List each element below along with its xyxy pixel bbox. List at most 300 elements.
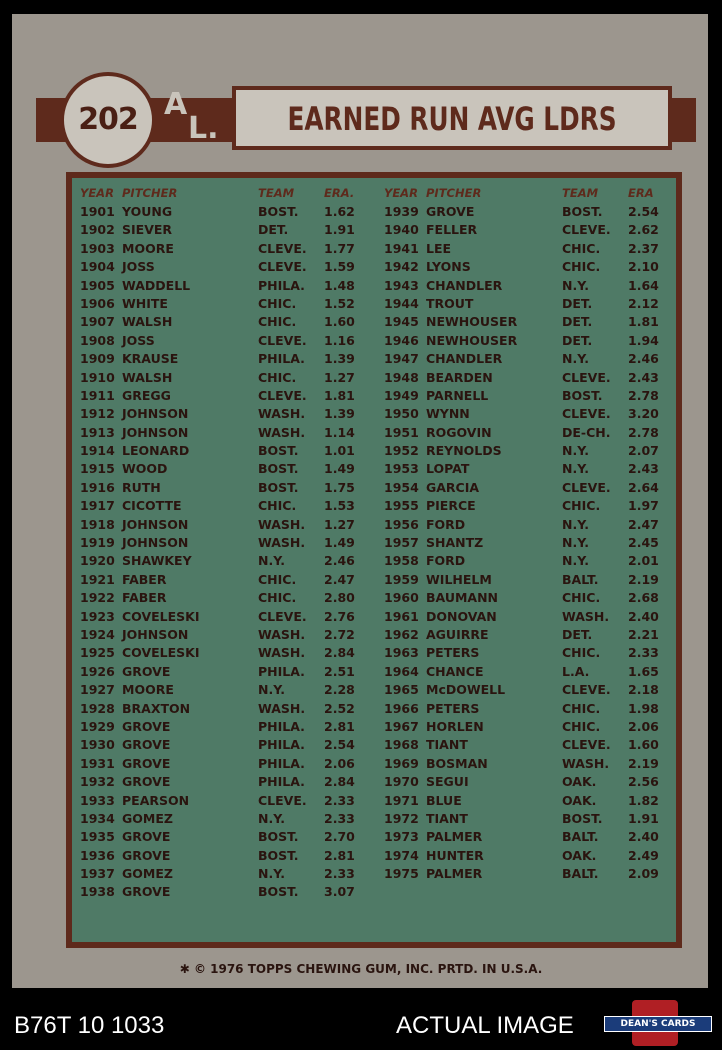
year-cell: 1917 xyxy=(80,498,115,514)
era-cell: 2.10 xyxy=(628,259,659,275)
team-cell: WASH. xyxy=(258,645,306,661)
team-cell: BOST. xyxy=(562,387,603,403)
team-cell: CHIC. xyxy=(562,259,601,275)
era-cell: 2.72 xyxy=(324,626,355,642)
pitcher-cell: JOHNSON xyxy=(122,406,189,422)
era-cell: 2.68 xyxy=(628,590,659,606)
year-cell: 1944 xyxy=(384,295,419,311)
pitcher-cell: McDOWELL xyxy=(426,682,506,698)
pitcher-cell: PETERS xyxy=(426,645,480,661)
pitcher-cell: CHANCE xyxy=(426,663,484,679)
league-letter-a: A xyxy=(164,87,188,122)
pitcher-cell: GREGG xyxy=(122,387,171,403)
year-cell: 1934 xyxy=(80,810,115,826)
year-cell: 1936 xyxy=(80,847,115,863)
era-cell: 3.07 xyxy=(324,884,355,900)
era-cell: 1.97 xyxy=(628,498,659,514)
era-cell: 2.37 xyxy=(628,240,659,256)
pitcher-cell: CHANDLER xyxy=(426,277,503,293)
pitcher-cell: JOHNSON xyxy=(122,424,189,440)
pitcher-cell: JOHNSON xyxy=(122,626,189,642)
pitcher-cell: MOORE xyxy=(122,682,174,698)
year-cell: 1973 xyxy=(384,829,419,845)
era-cell: 2.84 xyxy=(324,774,355,790)
era-cell: 1.27 xyxy=(324,369,355,385)
era-cell: 2.80 xyxy=(324,590,355,606)
team-cell: WASH. xyxy=(562,608,610,624)
era-cell: 2.06 xyxy=(324,755,355,771)
pitcher-cell: WADDELL xyxy=(122,277,191,293)
year-cell: 1946 xyxy=(384,332,419,348)
team-cell: CLEVE. xyxy=(562,682,611,698)
image-label: ACTUAL IMAGE xyxy=(396,1012,574,1039)
pitcher-cell: PALMER xyxy=(426,829,483,845)
team-cell: CLEVE. xyxy=(562,479,611,495)
era-cell: 2.54 xyxy=(324,737,355,753)
card-number: 202 xyxy=(78,102,138,137)
era-cell: 2.49 xyxy=(628,847,659,863)
year-cell: 1935 xyxy=(80,829,115,845)
copyright-footer: ✱ © 1976 TOPPS CHEWING GUM, INC. PRTD. IN U.S.A. xyxy=(179,962,543,976)
era-cell: 2.70 xyxy=(324,829,355,845)
pitcher-cell: TROUT xyxy=(426,295,474,311)
team-cell: N.Y. xyxy=(562,351,589,367)
team-cell: PHILA. xyxy=(258,718,305,734)
era-cell: 2.43 xyxy=(628,461,659,477)
era-cell: 2.46 xyxy=(324,553,355,569)
year-cell: 1943 xyxy=(384,277,419,293)
era-cell: 1.75 xyxy=(324,479,355,495)
team-cell: CHIC. xyxy=(562,590,601,606)
year-cell: 1958 xyxy=(384,553,419,569)
pitcher-cell: GROVE xyxy=(122,829,171,845)
pitcher-cell: WYNN xyxy=(426,406,470,422)
era-cell: 1.14 xyxy=(324,424,355,440)
year-cell: 1950 xyxy=(384,406,419,422)
year-cell: 1915 xyxy=(80,461,115,477)
year-cell: 1961 xyxy=(384,608,419,624)
pitcher-cell: BAUMANN xyxy=(426,590,499,606)
pitcher-cell: SHAWKEY xyxy=(122,553,192,569)
pitcher-cell: GOMEZ xyxy=(122,866,173,882)
era-cell: 1.94 xyxy=(628,332,659,348)
pitcher-cell: GROVE xyxy=(122,884,171,900)
team-cell: BOST. xyxy=(258,829,299,845)
header-team: TEAM xyxy=(562,186,599,200)
pitcher-cell: GROVE xyxy=(122,847,171,863)
pitcher-cell: AGUIRRE xyxy=(426,626,489,642)
team-cell: CLEVE. xyxy=(562,737,611,753)
era-cell: 2.62 xyxy=(628,222,659,238)
year-cell: 1912 xyxy=(80,406,115,422)
era-cell: 1.49 xyxy=(324,461,355,477)
era-cell: 2.64 xyxy=(628,479,659,495)
pitcher-cell: PALMER xyxy=(426,866,483,882)
era-cell: 1.01 xyxy=(324,443,355,459)
team-cell: CLEVE. xyxy=(258,332,307,348)
era-cell: 2.54 xyxy=(628,204,659,219)
era-cell: 2.06 xyxy=(628,718,659,734)
era-cell: 2.40 xyxy=(628,608,659,624)
pitcher-cell: SIEVER xyxy=(122,222,173,238)
pitcher-cell: FABER xyxy=(122,571,167,587)
pitcher-cell: PETERS xyxy=(426,700,480,716)
team-cell: CHIC. xyxy=(258,295,297,311)
pitcher-cell: MOORE xyxy=(122,240,174,256)
pitcher-cell: WOOD xyxy=(122,461,168,477)
year-cell: 1941 xyxy=(384,240,419,256)
year-cell: 1955 xyxy=(384,498,419,514)
year-cell: 1919 xyxy=(80,535,115,551)
era-cell: 2.33 xyxy=(324,792,355,808)
year-cell: 1963 xyxy=(384,645,419,661)
team-cell: DET. xyxy=(562,314,593,330)
team-cell: OAK. xyxy=(562,847,597,863)
league-label xyxy=(158,88,234,150)
era-cell: 3.20 xyxy=(628,406,659,422)
year-cell: 1967 xyxy=(384,718,419,734)
era-cell: 1.52 xyxy=(324,295,355,311)
team-cell: WASH. xyxy=(258,626,306,642)
era-cell: 1.81 xyxy=(628,314,659,330)
team-cell: CLEVE. xyxy=(562,222,611,238)
year-cell: 1916 xyxy=(80,479,115,495)
year-cell: 1924 xyxy=(80,626,115,642)
pitcher-cell: LEE xyxy=(426,240,452,256)
era-cell: 1.91 xyxy=(324,222,355,238)
pitcher-cell: BEARDEN xyxy=(426,369,493,385)
pitcher-cell: JOHNSON xyxy=(122,516,189,532)
team-cell: CLEVE. xyxy=(562,369,611,385)
team-cell: WASH. xyxy=(562,755,610,771)
league-letter-l: L. xyxy=(188,111,219,146)
pitcher-cell: GROVE xyxy=(426,204,475,219)
era-cell: 2.78 xyxy=(628,387,659,403)
team-cell: CHIC. xyxy=(258,590,297,606)
year-cell: 1929 xyxy=(80,718,115,734)
team-cell: DET. xyxy=(562,626,593,642)
pitcher-cell: JOSS xyxy=(122,332,155,348)
pitcher-cell: WILHELM xyxy=(426,571,492,587)
team-cell: DET. xyxy=(562,295,593,311)
era-cell: 1.62 xyxy=(324,204,355,219)
team-cell: BOST. xyxy=(562,810,603,826)
team-cell: WASH. xyxy=(258,424,306,440)
era-cell: 2.09 xyxy=(628,866,659,882)
era-cell: 2.12 xyxy=(628,295,659,311)
era-cell: 1.60 xyxy=(324,314,355,330)
pitcher-cell: GOMEZ xyxy=(122,810,173,826)
era-cell: 1.39 xyxy=(324,406,355,422)
team-cell: CHIC. xyxy=(258,369,297,385)
era-cell: 2.46 xyxy=(628,351,659,367)
era-cell: 2.76 xyxy=(324,608,355,624)
team-cell: L.A. xyxy=(562,663,590,679)
era-cell: 1.60 xyxy=(628,737,659,753)
year-cell: 1949 xyxy=(384,387,419,403)
pitcher-cell: NEWHOUSER xyxy=(426,332,518,348)
year-cell: 1906 xyxy=(80,295,115,311)
pitcher-cell: BOSMAN xyxy=(426,755,488,771)
pitcher-cell: YOUNG xyxy=(122,204,173,219)
year-cell: 1914 xyxy=(80,443,115,459)
team-cell: DET. xyxy=(562,332,593,348)
pitcher-cell: CHANDLER xyxy=(426,351,503,367)
header-year: YEAR xyxy=(80,186,114,200)
pitcher-cell: KRAUSE xyxy=(122,351,179,367)
year-cell: 1974 xyxy=(384,847,419,863)
team-cell: BOST. xyxy=(258,461,299,477)
era-cell: 1.59 xyxy=(324,259,355,275)
pitcher-cell: TIANT xyxy=(426,810,468,826)
year-cell: 1921 xyxy=(80,571,115,587)
year-cell: 1942 xyxy=(384,259,419,275)
pitcher-cell: PEARSON xyxy=(122,792,190,808)
year-cell: 1962 xyxy=(384,626,419,642)
logo-text: DEAN'S CARDS xyxy=(604,1016,712,1032)
team-cell: N.Y. xyxy=(258,682,285,698)
year-cell: 1926 xyxy=(80,663,115,679)
year-cell: 1932 xyxy=(80,774,115,790)
pitcher-cell: COVELESKI xyxy=(122,608,200,624)
pitcher-cell: SHANTZ xyxy=(426,535,484,551)
pitcher-cell: CICOTTE xyxy=(122,498,182,514)
pitcher-cell: LEONARD xyxy=(122,443,190,459)
team-cell: CLEVE. xyxy=(258,240,307,256)
era-cell: 2.84 xyxy=(324,645,355,661)
header-pitcher: PITCHER xyxy=(122,186,178,200)
pitcher-cell: FABER xyxy=(122,590,167,606)
era-cell: 2.47 xyxy=(628,516,659,532)
year-cell: 1956 xyxy=(384,516,419,532)
team-cell: CLEVE. xyxy=(562,406,611,422)
team-cell: DET. xyxy=(258,222,289,238)
year-cell: 1953 xyxy=(384,461,419,477)
team-cell: PHILA. xyxy=(258,755,305,771)
team-cell: N.Y. xyxy=(562,516,589,532)
team-cell: WASH. xyxy=(258,535,306,551)
header-year: YEAR xyxy=(384,186,418,200)
year-cell: 1947 xyxy=(384,351,419,367)
year-cell: 1952 xyxy=(384,443,419,459)
year-cell: 1939 xyxy=(384,204,419,219)
year-cell: 1945 xyxy=(384,314,419,330)
year-cell: 1908 xyxy=(80,332,115,348)
team-cell: CHIC. xyxy=(562,240,601,256)
era-cell: 2.81 xyxy=(324,847,355,863)
team-cell: BALT. xyxy=(562,571,599,587)
pitcher-cell: GROVE xyxy=(122,737,171,753)
year-cell: 1970 xyxy=(384,774,419,790)
year-cell: 1901 xyxy=(80,204,115,219)
team-cell: BOST. xyxy=(258,204,299,219)
team-cell: BOST. xyxy=(258,847,299,863)
pitcher-cell: FELLER xyxy=(426,222,478,238)
pitcher-cell: RUTH xyxy=(122,479,161,495)
header-team: TEAM xyxy=(258,186,295,200)
era-cell: 1.65 xyxy=(628,663,659,679)
era-cell: 1.98 xyxy=(628,700,659,716)
year-cell: 1931 xyxy=(80,755,115,771)
year-cell: 1907 xyxy=(80,314,115,330)
team-cell: CHIC. xyxy=(562,700,601,716)
era-cell: 2.33 xyxy=(324,810,355,826)
year-cell: 1903 xyxy=(80,240,115,256)
year-cell: 1971 xyxy=(384,792,419,808)
era-cell: 1.53 xyxy=(324,498,355,514)
pitcher-cell: REYNOLDS xyxy=(426,443,502,459)
team-cell: CLEVE. xyxy=(258,259,307,275)
team-cell: WASH. xyxy=(258,516,306,532)
pitcher-cell: JOHNSON xyxy=(122,535,189,551)
pitcher-cell: WALSH xyxy=(122,369,173,385)
year-cell: 1959 xyxy=(384,571,419,587)
pitcher-cell: GROVE xyxy=(122,774,171,790)
era-cell: 2.45 xyxy=(628,535,659,551)
year-cell: 1969 xyxy=(384,755,419,771)
era-cell: 2.52 xyxy=(324,700,355,716)
card-title: EARNED RUN AVG LDRS xyxy=(287,100,617,138)
scan-label: B76T 10 1033 xyxy=(14,1012,165,1039)
baseball-icon xyxy=(60,72,156,168)
team-cell: BOST. xyxy=(258,443,299,459)
team-cell: N.Y. xyxy=(258,553,285,569)
era-cell: 1.77 xyxy=(324,240,355,256)
pitcher-cell: LYONS xyxy=(426,259,471,275)
year-cell: 1910 xyxy=(80,369,115,385)
pitcher-cell: LOPAT xyxy=(426,461,470,477)
pitcher-cell: GARCIA xyxy=(426,479,480,495)
team-cell: OAK. xyxy=(562,792,597,808)
team-cell: BOST. xyxy=(258,479,299,495)
pitcher-cell: COVELESKI xyxy=(122,645,200,661)
year-cell: 1933 xyxy=(80,792,115,808)
era-cell: 2.33 xyxy=(324,866,355,882)
year-cell: 1911 xyxy=(80,387,115,403)
year-cell: 1928 xyxy=(80,700,115,716)
header-pitcher: PITCHER xyxy=(426,186,482,200)
era-cell: 2.51 xyxy=(324,663,355,679)
pitcher-cell: GROVE xyxy=(122,755,171,771)
year-cell: 1909 xyxy=(80,351,115,367)
year-cell: 1904 xyxy=(80,259,115,275)
pitcher-cell: BLUE xyxy=(426,792,462,808)
pitcher-cell: WALSH xyxy=(122,314,173,330)
era-cell: 2.40 xyxy=(628,829,659,845)
pitcher-cell: DONOVAN xyxy=(426,608,497,624)
year-cell: 1940 xyxy=(384,222,419,238)
year-cell: 1902 xyxy=(80,222,115,238)
team-cell: BALT. xyxy=(562,829,599,845)
era-cell: 1.91 xyxy=(628,810,659,826)
pitcher-cell: HORLEN xyxy=(426,718,484,734)
team-cell: CHIC. xyxy=(258,314,297,330)
year-cell: 1925 xyxy=(80,645,115,661)
era-cell: 1.81 xyxy=(324,387,355,403)
pitcher-cell: FORD xyxy=(426,516,466,532)
era-cell: 2.43 xyxy=(628,369,659,385)
team-cell: WASH. xyxy=(258,406,306,422)
year-cell: 1920 xyxy=(80,553,115,569)
pitcher-cell: PARNELL xyxy=(426,387,489,403)
year-cell: 1965 xyxy=(384,682,419,698)
team-cell: DE-CH. xyxy=(562,424,611,440)
team-cell: CLEVE. xyxy=(258,608,307,624)
team-cell: OAK. xyxy=(562,774,597,790)
era-cell: 2.78 xyxy=(628,424,659,440)
team-cell: PHILA. xyxy=(258,774,305,790)
pitcher-cell: HUNTER xyxy=(426,847,484,863)
year-cell: 1957 xyxy=(384,535,419,551)
team-cell: CHIC. xyxy=(562,718,601,734)
pitcher-cell: GROVE xyxy=(122,663,171,679)
year-cell: 1960 xyxy=(384,590,419,606)
year-cell: 1968 xyxy=(384,737,419,753)
era-cell: 1.49 xyxy=(324,535,355,551)
header-era: ERA. xyxy=(324,186,355,200)
team-cell: CHIC. xyxy=(562,645,601,661)
era-cell: 2.01 xyxy=(628,553,659,569)
year-cell: 1948 xyxy=(384,369,419,385)
year-cell: 1923 xyxy=(80,608,115,624)
era-cell: 1.16 xyxy=(324,332,355,348)
pitcher-cell: WHITE xyxy=(122,295,168,311)
team-cell: PHILA. xyxy=(258,663,305,679)
team-cell: N.Y. xyxy=(258,866,285,882)
pitcher-cell: PIERCE xyxy=(426,498,476,514)
title-box xyxy=(232,86,672,150)
era-cell: 2.19 xyxy=(628,571,659,587)
team-cell: CHIC. xyxy=(562,498,601,514)
era-cell: 2.19 xyxy=(628,755,659,771)
team-cell: CLEVE. xyxy=(258,792,307,808)
pitcher-cell: SEGUI xyxy=(426,774,469,790)
era-cell: 1.39 xyxy=(324,351,355,367)
team-cell: N.Y. xyxy=(562,443,589,459)
era-cell: 2.33 xyxy=(628,645,659,661)
team-cell: WASH. xyxy=(258,700,306,716)
era-cell: 2.81 xyxy=(324,718,355,734)
year-cell: 1927 xyxy=(80,682,115,698)
deans-cards-logo xyxy=(604,1000,712,1046)
team-cell: CHIC. xyxy=(258,571,297,587)
year-cell: 1930 xyxy=(80,737,115,753)
pitcher-cell: TIANT xyxy=(426,737,468,753)
team-cell: N.Y. xyxy=(562,277,589,293)
pitcher-cell: GROVE xyxy=(122,718,171,734)
team-cell: PHILA. xyxy=(258,737,305,753)
year-cell: 1954 xyxy=(384,479,419,495)
team-cell: N.Y. xyxy=(562,535,589,551)
pitcher-cell: FORD xyxy=(426,553,466,569)
year-cell: 1975 xyxy=(384,866,419,882)
era-cell: 2.21 xyxy=(628,626,659,642)
team-cell: N.Y. xyxy=(562,553,589,569)
year-cell: 1918 xyxy=(80,516,115,532)
era-cell: 2.56 xyxy=(628,774,659,790)
team-cell: CLEVE. xyxy=(258,387,307,403)
year-cell: 1972 xyxy=(384,810,419,826)
pitcher-cell: JOSS xyxy=(122,259,155,275)
team-cell: BOST. xyxy=(258,884,299,900)
year-cell: 1951 xyxy=(384,424,419,440)
pitcher-cell: BRAXTON xyxy=(122,700,191,716)
year-cell: 1913 xyxy=(80,424,115,440)
team-cell: BALT. xyxy=(562,866,599,882)
year-cell: 1937 xyxy=(80,866,115,882)
year-cell: 1938 xyxy=(80,884,115,900)
year-cell: 1905 xyxy=(80,277,115,293)
